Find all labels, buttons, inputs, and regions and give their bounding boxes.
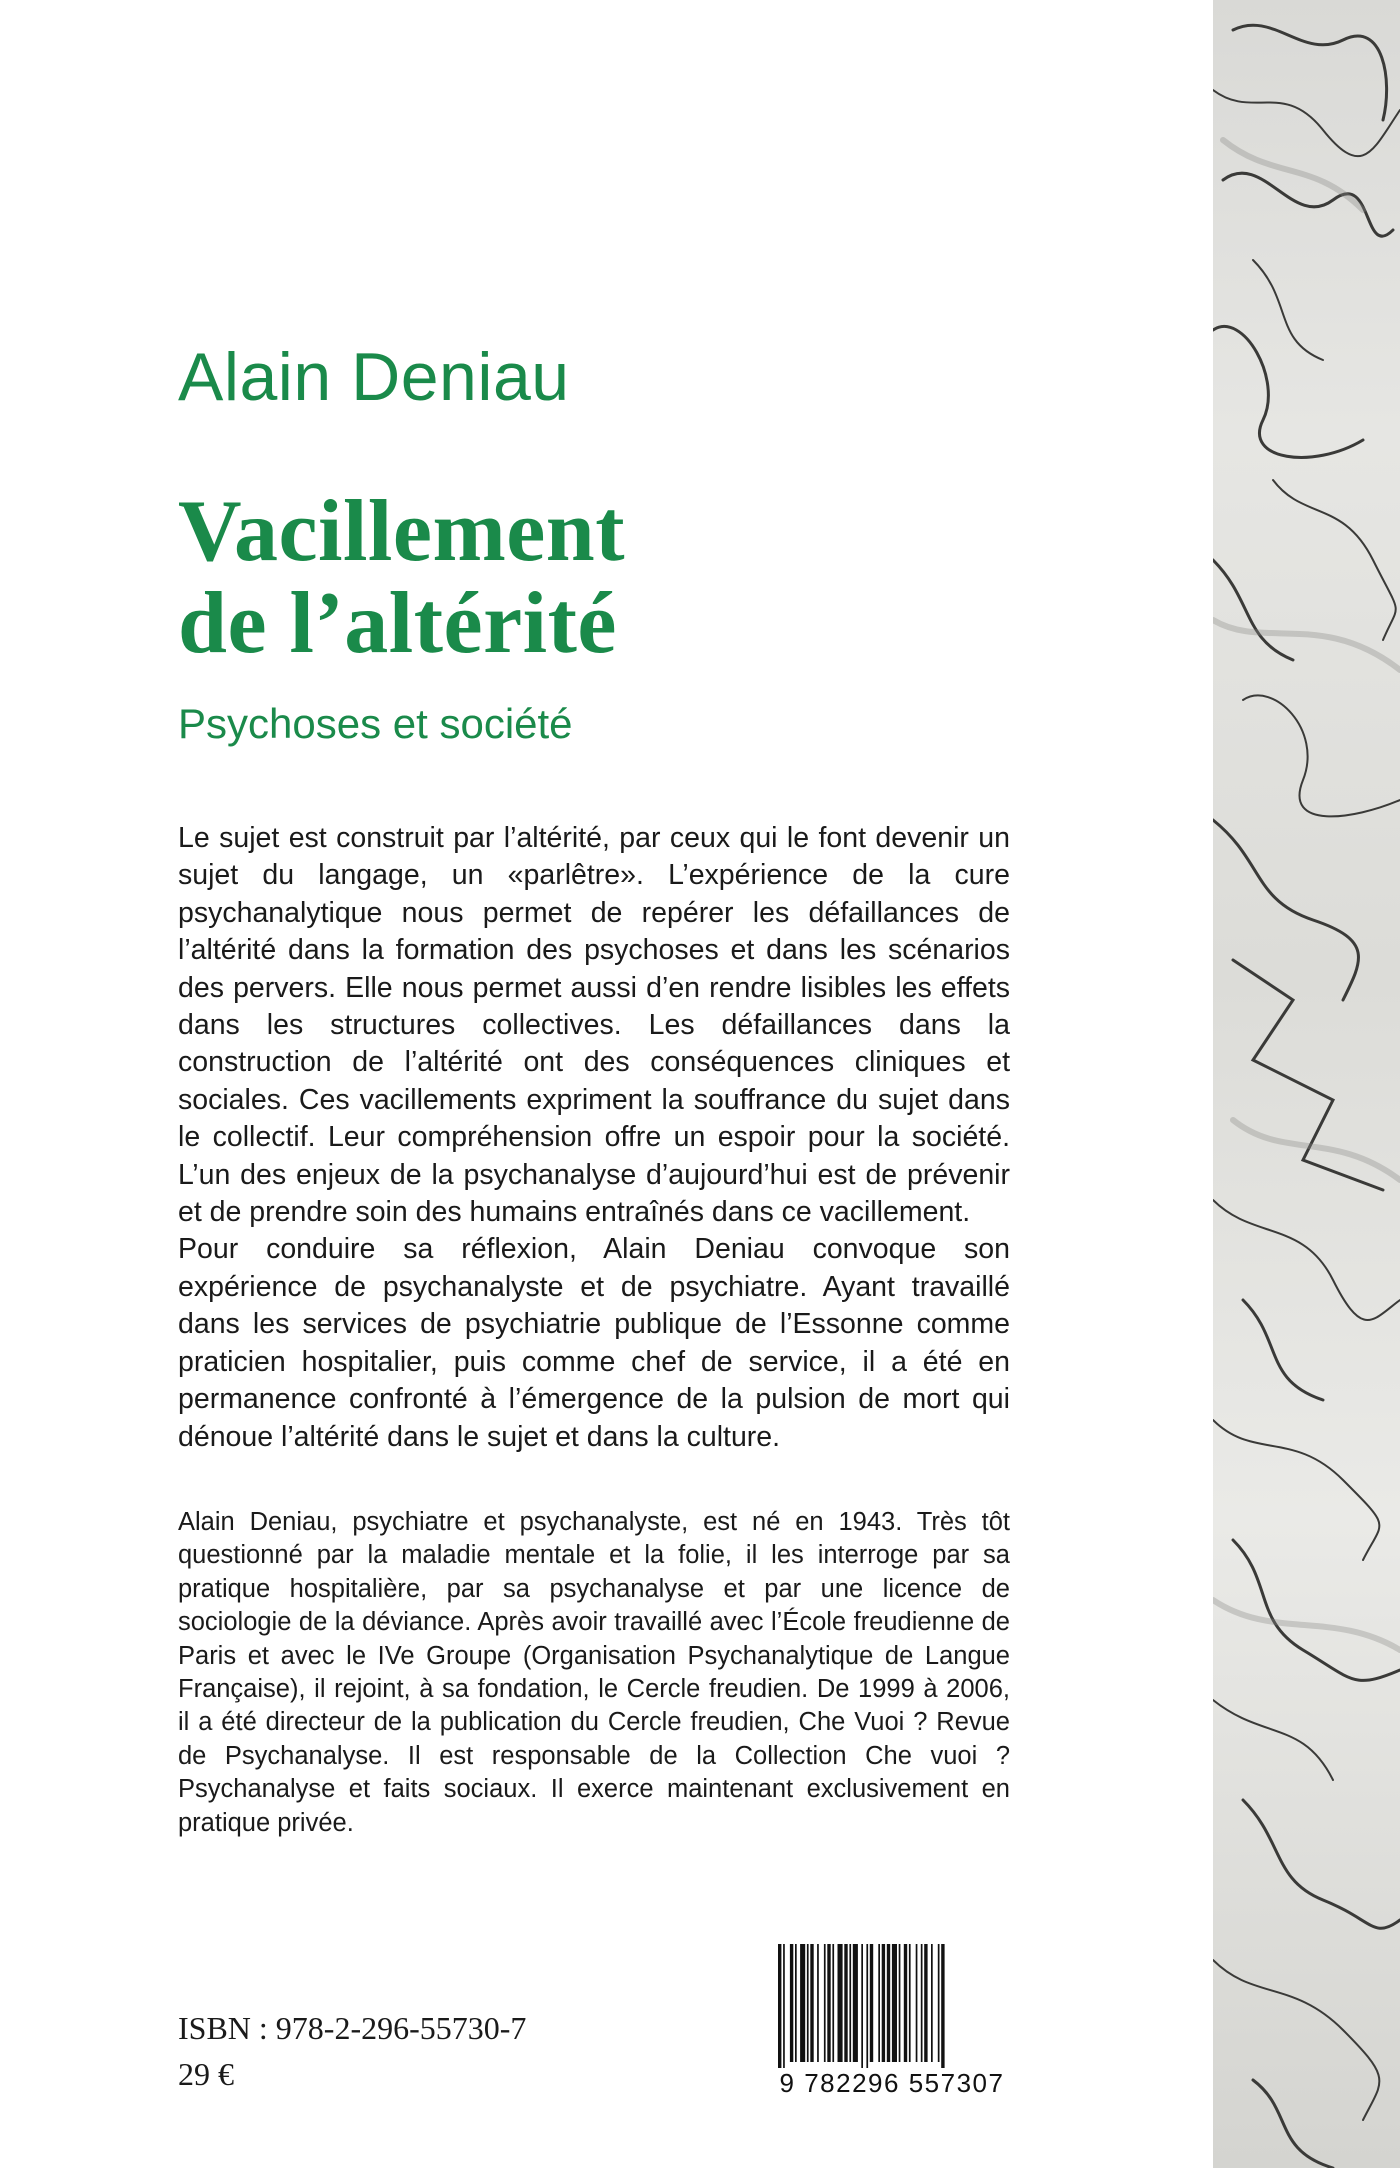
barcode-bar: [800, 1944, 805, 2062]
barcode-bar: [853, 1944, 858, 2062]
author-bio: [178, 1506, 1010, 1840]
barcode-bar: [810, 1944, 813, 2062]
barcode-bar: [824, 1944, 826, 2062]
barcode-bar: [827, 1944, 830, 2062]
barcode-bar: [924, 1944, 927, 2062]
barcode-bar: [921, 1944, 923, 2062]
barcode-bar: [909, 1944, 911, 2062]
barcode-bar: [849, 1944, 851, 2062]
barcode-bar: [817, 1944, 819, 2062]
barcode-bar: [807, 1944, 809, 2062]
barcode-bar: [887, 1944, 890, 2062]
barcode: [772, 1944, 1012, 2102]
barcode-bar: [795, 1944, 797, 2062]
isbn: ISBN : 978-2-296-55730-7: [178, 2010, 527, 2046]
barcode-bar: [844, 1944, 847, 2062]
barcode-bar: [870, 1944, 873, 2062]
barcode-bar: [899, 1944, 901, 2062]
abstract-wire-photo: [1213, 0, 1400, 2168]
barcode-bar: [778, 1944, 781, 2068]
book-title: [178, 483, 626, 672]
barcode-bar: [938, 1944, 940, 2062]
barcode-digits: 9 782296 557307: [772, 2068, 1012, 2098]
barcode-bar: [941, 1944, 944, 2068]
blurb-paragraph-1: Le sujet est construit par l’altérité, par ceux qui le font devenir un sujet du langage, un «parlêtre». L’expérience de la cure psychanalytique nous permet de repérer les défaillances de l’altérité dans la formation des psychoses et dans les scénarios des pervers. Elle nous permet aussi d’en rendre lisibles les effets dans les structures collectives. Les défaillances dans la construction de l’altérité ont des conséquences cliniques et sociales. Ces vacillements expriment la souffrance du sujet dans le collectif. Leur compréhension offre un espoir pour la société. L’un des enjeux de la psychanalyse d’aujourd’hui est de prévenir et de prendre soin des humains entraînés dans ce vacillement.: [178, 822, 1010, 1229]
barcode-bars: [772, 1944, 1012, 2068]
barcode-bar: [832, 1944, 834, 2062]
barcode-bar: [882, 1944, 885, 2062]
barcode-bar: [878, 1944, 880, 2062]
blurb: [178, 820, 1010, 1456]
author-name: Alain Deniau: [178, 339, 570, 415]
book-subtitle: Psychoses et société: [178, 700, 573, 747]
barcode-bar: [916, 1944, 918, 2062]
barcode-bar: [861, 1944, 863, 2068]
blurb-paragraph-2: Pour conduire sa réflexion, Alain Deniau convoque son expérience de psychanalyste et de psychiatre. Ayant travaillé dans les services de psychiatrie publique de l’Essonne comme praticien hospitalier, puis comme chef de service, il a été en permanence confronté à l’émergence de la pulsion de mort qui dénoue l’altérité dans le sujet et dans la culture.: [178, 1233, 1010, 1453]
barcode-bar: [892, 1944, 897, 2062]
book-title-line-1: Vacillement: [178, 483, 626, 580]
cover-photo-strip: [1213, 0, 1400, 2168]
price: 29 €: [178, 2056, 234, 2092]
book-title-line-2: de l’altérité: [178, 575, 617, 672]
barcode-bar: [931, 1944, 933, 2062]
barcode-bar: [838, 1944, 843, 2062]
barcode-bar: [790, 1944, 793, 2062]
barcode-bar: [866, 1944, 868, 2068]
author-bio-text: Alain Deniau, psychiatre et psychanalyste, est né en 1943. Très tôt questionné par la maladie mentale et la folie, il les interroge par sa pratique hospitalière, par sa psychanalyse et par une licence de sociologie de la déviance. Après avoir travaillé avec l’École freudienne de Paris et avec le IVe Groupe (Organisation Psychanalytique de Langue Française), il rejoint, à sa fondation, le Cercle freudien. De 1999 à 2006, il a été directeur de la publication du Cercle freudien, Che Vuoi ? Revue de Psychanalyse. Il est responsable de la Collection Che vuoi ? Psychanalyse et faits sociaux. Il exerce maintenant exclusivement en pratique privée.: [178, 1508, 1010, 1837]
barcode-bar: [783, 1944, 785, 2068]
barcode-bar: [904, 1944, 907, 2062]
